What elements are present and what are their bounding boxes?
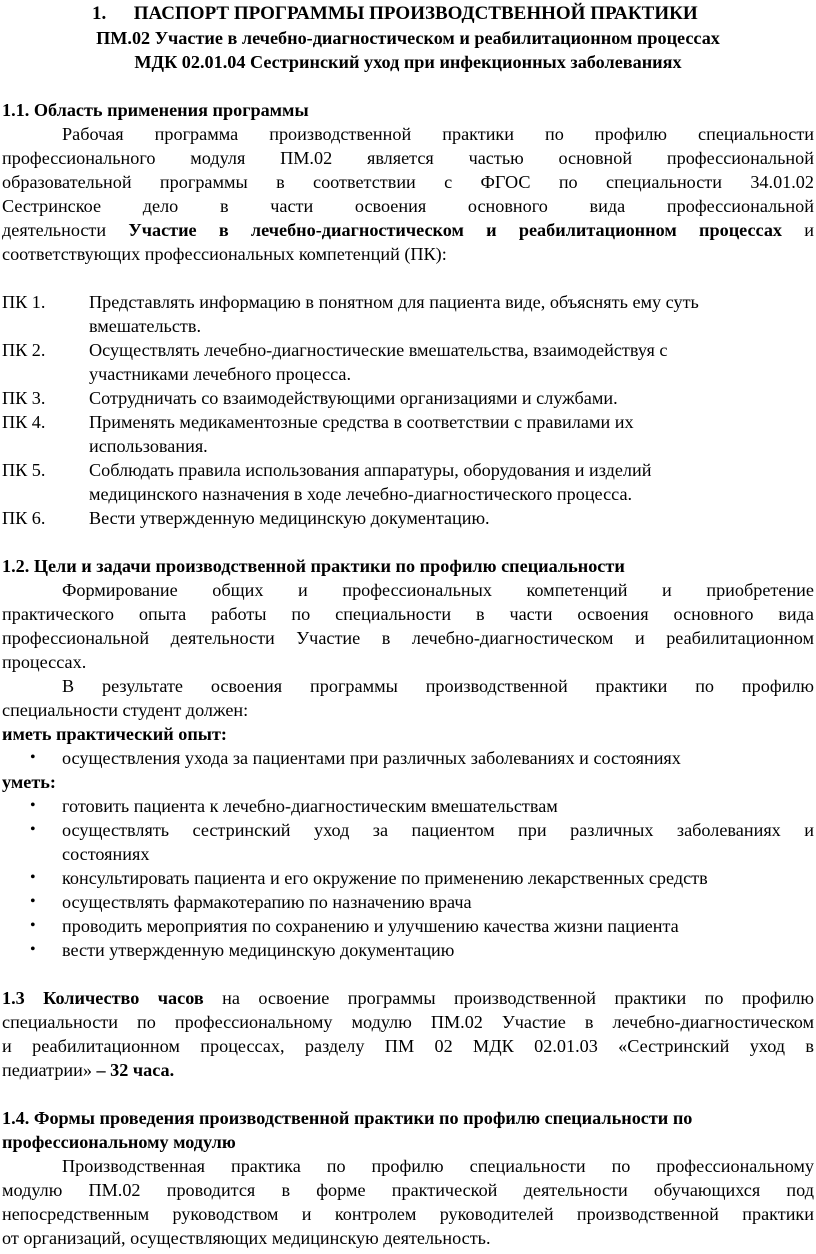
section-1-4-heading-cont: профессиональному модулю [2,1132,236,1152]
competency-code: ПК 5. [2,460,46,480]
paragraph-line [2,1058,816,1082]
bullet-text: консультировать пациента и его окружение по применению лекарственных средств [62,868,708,888]
bullet-text: состояниях [62,844,150,864]
paragraph-line: непосредственным руководством и контролем руководителей производственной практики [2,1204,814,1224]
paragraph-line: и реабилитационном процессах, разделу ПМ 02 МДК 02.01.03 «Сестринский уход в [2,1036,814,1056]
bullet-icon: • [30,821,36,838]
competency-text: использования. [89,436,208,456]
competency-text: Вести утвержденную медицинскую документацию. [89,508,490,528]
competency-text: вмешательств. [89,316,202,336]
paragraph-line: В результате освоения программы производственной практики по профилю [62,676,814,696]
module-title: ПМ.02 Участие в лечебно-диагностическом и реабилитационном процессах [96,28,720,48]
paragraph-line: Производственная практика по профилю специальности по профессиональному [62,1156,814,1176]
competency-text: Применять медикаментозные средства в соответствии с правилами их [89,412,634,432]
competency-text: Представлять информацию в понятном для пациента виде, объяснять ему суть [89,292,699,312]
text-span: на освоение программы производственной практики по профилю [222,988,814,1008]
competency-text: Соблюдать правила использования аппаратуры, оборудования и изделий [89,460,652,480]
paragraph-line: Рабочая программа производственной практики по профилю специальности [62,124,814,144]
section-1-4-heading: 1.4. Формы проведения производственной практики по профилю специальности по [2,1108,693,1128]
skills-label: уметь: [2,772,56,792]
title-number: 1. [92,3,107,24]
bullet-icon: • [30,893,36,910]
competency-text: участниками лечебного процесса. [89,364,352,384]
paragraph-line: профессиональной деятельности Участие в лечебно-диагностическом и реабилитационном [2,628,814,648]
bullet-icon: • [30,917,36,934]
paragraph-line: профессионального модуля ПМ.02 является частью основной профессиональной [2,148,814,168]
competency-code: ПК 1. [2,292,46,312]
doc-title [92,2,792,26]
bullet-text: вести утвержденную медицинскую документацию [62,940,455,960]
competency-code: ПК 6. [2,508,46,528]
text-span: деятельности [2,220,107,240]
paragraph-line [2,218,814,242]
section-1-3-heading: 1.3 Количество часов [2,988,204,1008]
paragraph-line: специальности по профессиональному модулю ПМ.02 Участие в лечебно-диагностическом [2,1012,814,1032]
bold-text-span: Участие в лечебно-диагностическом и реабилитационном процессах [128,220,783,240]
paragraph-line: практического опыта работы по специальности в части освоения основного вида [2,604,814,624]
bullet-text: готовить пациента к лечебно-диагностическим вмешательствам [62,796,558,816]
mdk-title: МДК 02.01.04 Сестринский уход при инфекционных заболеваниях [134,52,682,72]
competency-text: медицинского назначения в ходе лечебно-диагностического процесса. [89,484,633,504]
competency-text: Сотрудничать со взаимодействующими организациями и службами. [89,388,618,408]
bullet-text: осуществлять фармакотерапию по назначению врача [62,892,472,912]
experience-label: иметь практический опыт: [2,724,227,744]
text-span: педиатрии» [2,1060,92,1080]
paragraph-line: процессах. [2,652,87,672]
section-1-1-heading: 1.1. Область применения программы [2,100,309,120]
bullet-icon: • [30,749,36,766]
competency-code: ПК 2. [2,340,46,360]
paragraph-line: Сестринское дело в части освоения основного вида профессиональной [2,196,814,216]
bullet-text: осуществлять сестринский уход за пациентом при различных заболеваниях и [62,820,814,840]
section-1-2-heading: 1.2. Цели и задачи производственной практики по профилю специальности [2,556,625,576]
bullet-icon: • [30,941,36,958]
paragraph-line: Формирование общих и профессиональных компетенций и приобретение [62,580,814,600]
bullet-icon: • [30,797,36,814]
competency-code: ПК 3. [2,388,46,408]
text-span: и [804,220,815,240]
competency-text: Осуществлять лечебно-диагностические вмешательства, взаимодействуя с [89,340,668,360]
title-text: ПАСПОРТ ПРОГРАММЫ ПРОИЗВОДСТВЕННОЙ ПРАКТИКИ [133,3,698,24]
bullet-text: проводить мероприятия по сохранению и улучшению качества жизни пациента [62,916,679,936]
hours-total: – 32 часа. [96,1060,175,1080]
paragraph-line: от организаций, осуществляющих медицинскую деятельность. [2,1228,491,1248]
bullet-text: осуществления ухода за пациентами при различных заболеваниях и состояниях [62,748,681,768]
paragraph-line [2,986,814,1010]
bullet-icon: • [30,869,36,886]
paragraph-line: образовательной программы в соответствии с ФГОС по специальности 34.01.02 [2,172,814,192]
paragraph-line: специальности студент должен: [2,700,249,720]
paragraph-line: модулю ПМ.02 проводится в форме практической деятельности обучающихся под [2,1180,814,1200]
paragraph-line: соответствующих профессиональных компетенций (ПК): [2,244,447,264]
competency-code: ПК 4. [2,412,46,432]
